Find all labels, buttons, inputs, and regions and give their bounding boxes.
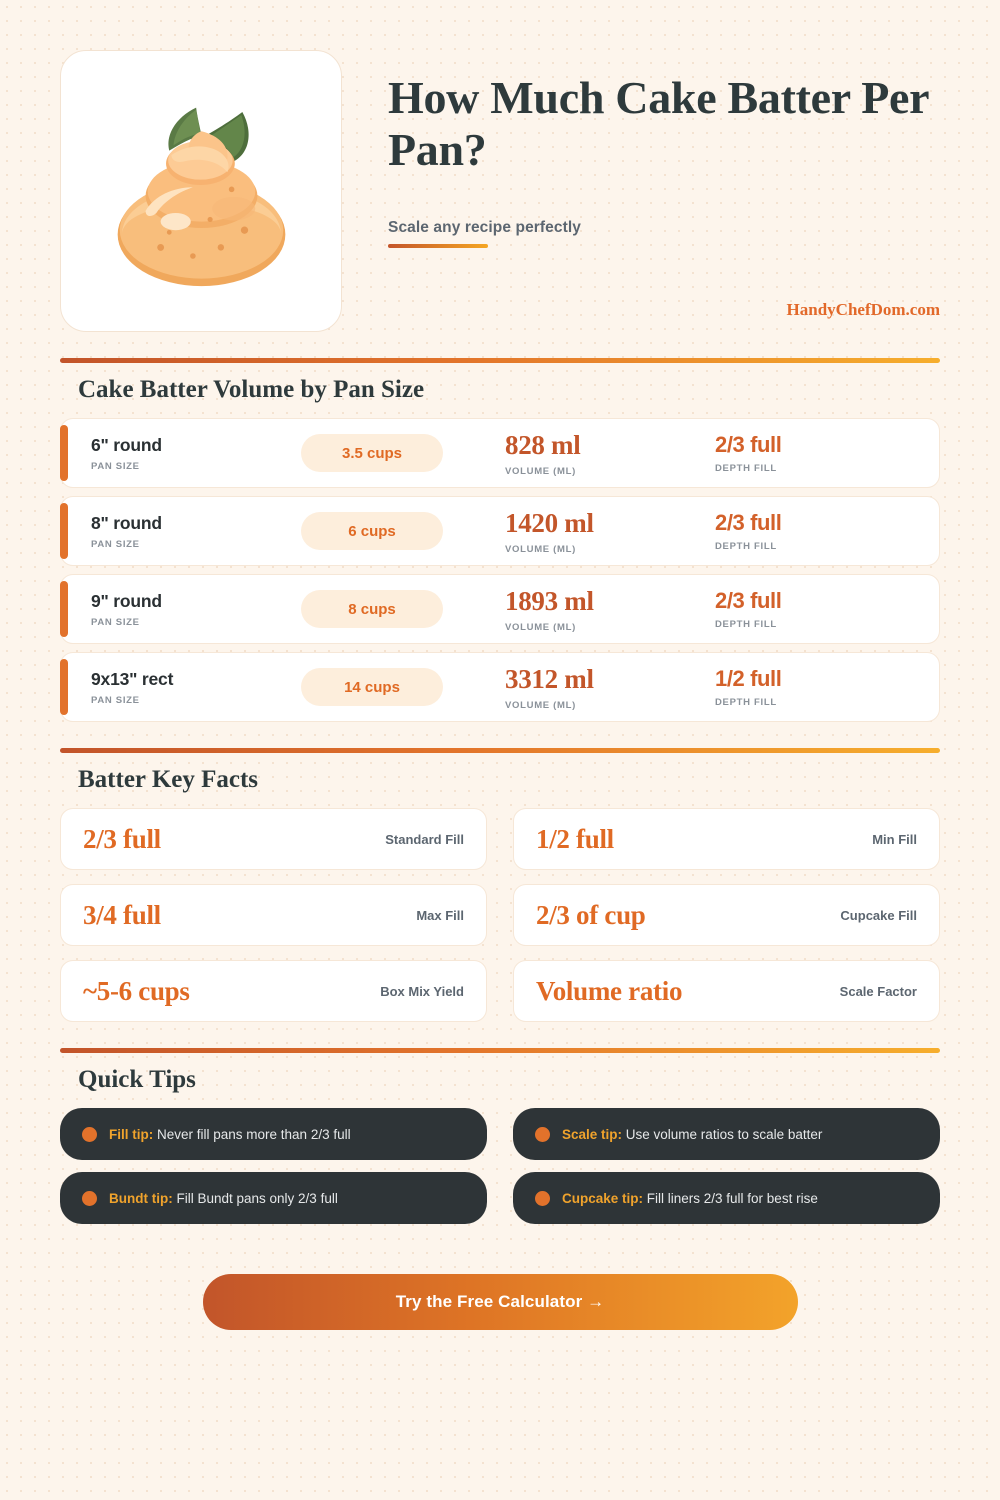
tip-label: Fill tip: xyxy=(109,1126,154,1142)
pan-column-label: PAN SIZE xyxy=(91,616,140,628)
tip-text xyxy=(109,1127,351,1142)
table-row[interactable] xyxy=(60,652,940,722)
cta-area xyxy=(60,1274,940,1330)
table-row[interactable] xyxy=(60,418,940,488)
tip-label: Cupcake tip: xyxy=(562,1190,644,1206)
fact-card xyxy=(60,884,487,946)
tip-item xyxy=(513,1172,940,1224)
bullet-dot-icon xyxy=(535,1191,550,1206)
volume-value: 1420 ml xyxy=(505,507,594,538)
depth-value: 1/2 full xyxy=(715,666,782,691)
subtitle-group xyxy=(388,219,581,248)
volume-column-label: VOLUME (ML) xyxy=(505,543,577,555)
tip-body: Fill liners 2/3 full for best rise xyxy=(643,1190,818,1206)
fact-value: Volume ratio xyxy=(536,975,683,1006)
tips-section-heading: Quick Tips xyxy=(78,1066,196,1093)
volume-column-label: VOLUME (ML) xyxy=(505,465,577,477)
depth-cell xyxy=(715,666,875,708)
pan-cell xyxy=(91,669,301,706)
depth-column-label: DEPTH FILL xyxy=(715,697,777,708)
tip-text xyxy=(562,1127,822,1142)
tip-item xyxy=(513,1108,940,1160)
section-divider xyxy=(60,748,940,753)
section-divider xyxy=(60,1048,940,1053)
depth-value: 2/3 full xyxy=(715,510,782,535)
facts-grid xyxy=(60,808,940,1022)
facts-section xyxy=(60,748,940,1022)
volume-section xyxy=(60,358,940,722)
pan-name: 8" round xyxy=(91,512,162,533)
tip-body: Fill Bundt pans only 2/3 full xyxy=(172,1190,338,1206)
volume-cell xyxy=(505,586,715,633)
try-calculator-button[interactable]: Try the Free Calculator → xyxy=(203,1274,798,1330)
fact-value: 3/4 full xyxy=(83,899,161,930)
cake-batter-swirl-icon xyxy=(94,84,309,299)
tips-grid xyxy=(60,1108,940,1224)
logo-card xyxy=(60,50,342,332)
fact-label: Box Mix Yield xyxy=(380,983,464,999)
bullet-dot-icon xyxy=(535,1127,550,1142)
volume-cell xyxy=(505,664,715,711)
volume-section-heading: Cake Batter Volume by Pan Size xyxy=(78,376,425,403)
volume-column-label: VOLUME (ML) xyxy=(505,699,577,711)
volume-cell xyxy=(505,430,715,477)
depth-column-label: DEPTH FILL xyxy=(715,463,777,474)
depth-cell xyxy=(715,588,875,630)
tip-item xyxy=(60,1172,487,1224)
fact-label: Scale Factor xyxy=(839,983,917,999)
cups-badge: 14 cups xyxy=(301,668,443,706)
depth-column-label: DEPTH FILL xyxy=(715,541,777,552)
volume-column-label: VOLUME (ML) xyxy=(505,621,577,633)
fact-card xyxy=(513,960,940,1022)
table-row[interactable] xyxy=(60,574,940,644)
volume-cell xyxy=(505,508,715,555)
depth-cell xyxy=(715,432,875,474)
volume-value: 1893 ml xyxy=(505,585,594,616)
fact-card xyxy=(60,960,487,1022)
depth-value: 2/3 full xyxy=(715,588,782,613)
cups-badge: 6 cups xyxy=(301,512,443,550)
fact-label: Cupcake Fill xyxy=(840,907,917,923)
pan-cell xyxy=(91,591,301,628)
page-subtitle: Scale any recipe perfectly xyxy=(388,219,582,237)
depth-cell xyxy=(715,510,875,552)
fact-value: 1/2 full xyxy=(536,823,614,854)
cups-badge: 8 cups xyxy=(301,590,443,628)
row-accent-bar xyxy=(60,425,68,481)
fact-label: Max Fill xyxy=(416,907,464,923)
volume-value: 3312 ml xyxy=(505,663,594,694)
row-accent-bar xyxy=(60,659,68,715)
fact-value: 2/3 full xyxy=(83,823,161,854)
bullet-dot-icon xyxy=(82,1191,97,1206)
header xyxy=(60,0,940,332)
brand-name: HandyChefDom.com xyxy=(786,300,940,319)
fact-value: ~5-6 cups xyxy=(83,975,190,1006)
pan-column-label: PAN SIZE xyxy=(91,460,140,472)
fact-card xyxy=(513,884,940,946)
pan-name: 9x13" rect xyxy=(91,668,174,689)
row-accent-bar xyxy=(60,581,68,637)
row-accent-bar xyxy=(60,503,68,559)
fact-label: Min Fill xyxy=(872,831,917,847)
tip-item xyxy=(60,1108,487,1160)
pan-column-label: PAN SIZE xyxy=(91,538,140,550)
fact-value: 2/3 of cup xyxy=(536,899,646,930)
depth-column-label: DEPTH FILL xyxy=(715,619,777,630)
tip-body: Never fill pans more than 2/3 full xyxy=(153,1126,351,1142)
fact-label: Standard Fill xyxy=(385,831,464,847)
depth-value: 2/3 full xyxy=(715,432,782,457)
tip-text xyxy=(109,1191,338,1206)
fact-card xyxy=(60,808,487,870)
bullet-dot-icon xyxy=(82,1127,97,1142)
pan-name: 6" round xyxy=(91,434,162,455)
subtitle-underline xyxy=(388,244,488,248)
tip-label: Scale tip: xyxy=(562,1126,623,1142)
page-title: How Much Cake Batter Per Pan? xyxy=(388,72,929,175)
facts-section-heading: Batter Key Facts xyxy=(78,766,259,793)
volume-value: 828 ml xyxy=(505,429,581,460)
fact-card xyxy=(513,808,940,870)
pan-cell xyxy=(91,435,301,472)
tip-label: Bundt tip: xyxy=(109,1190,173,1206)
cups-badge: 3.5 cups xyxy=(301,434,443,472)
pan-cell xyxy=(91,513,301,550)
tips-section xyxy=(60,1048,940,1224)
table-row[interactable] xyxy=(60,496,940,566)
tip-body: Use volume ratios to scale batter xyxy=(622,1126,823,1142)
pan-name: 9" round xyxy=(91,590,162,611)
header-text xyxy=(388,50,940,248)
section-divider xyxy=(60,358,940,363)
tip-text xyxy=(562,1191,818,1206)
pan-column-label: PAN SIZE xyxy=(91,694,140,706)
